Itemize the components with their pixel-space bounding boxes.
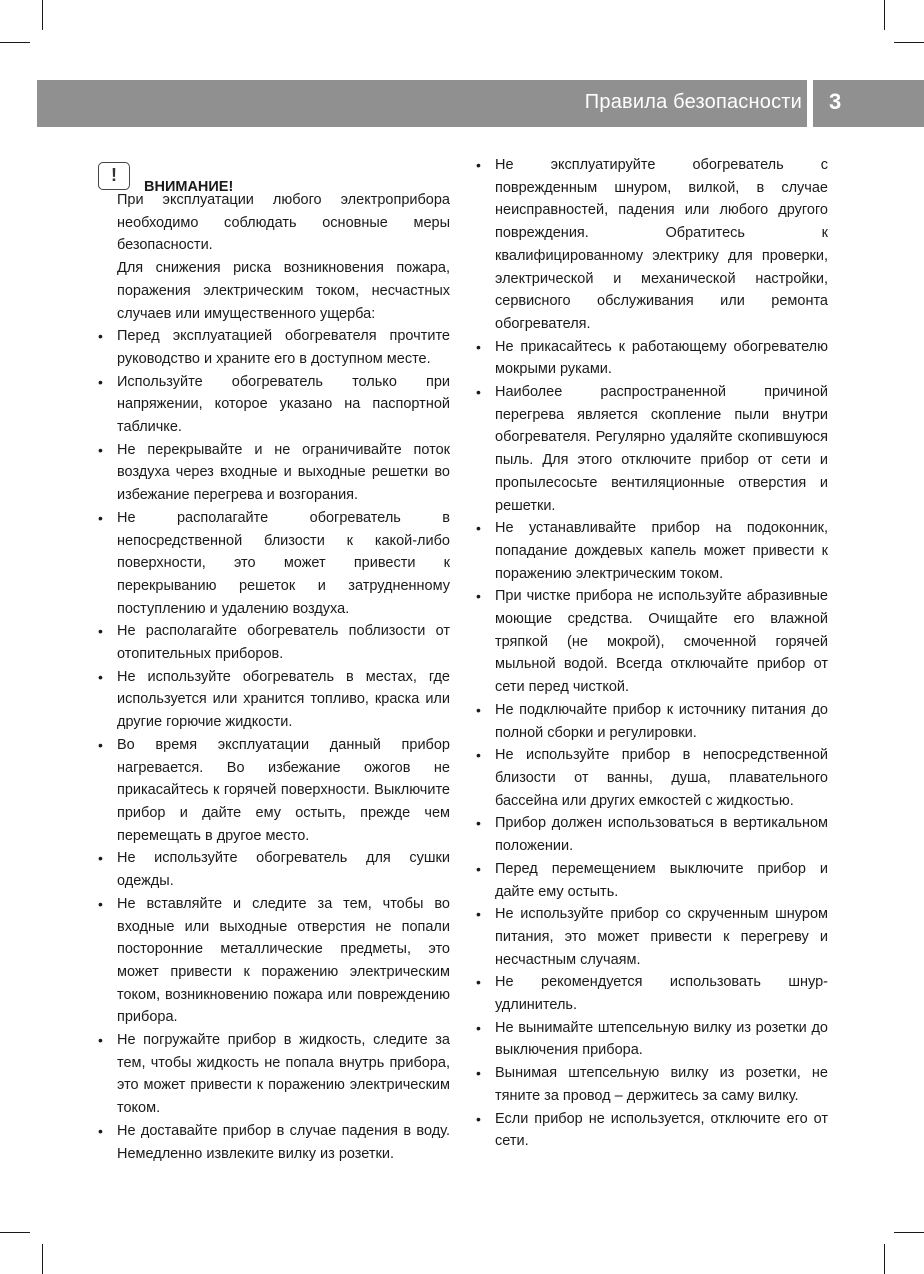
list-item: • Если прибор не используется, отключите его от сети.: [474, 1108, 828, 1153]
warning-intro: При эксплуатации любого электроприбора необходимо соблюдать основные меры безопасности.: [117, 192, 450, 254]
list-item: • Не располагайте обогреватель в непосредственной близости к какой-либо поверхности, это может привести к перекрыванию решеток и затрудненному поступлению и удалению воздуха.: [96, 507, 450, 621]
left-column: [96, 154, 450, 1165]
safety-list-right: [474, 154, 828, 1153]
list-item: • Используйте обогреватель только при напряжении, которое указано на паспортной табличке.: [96, 371, 450, 439]
crop-mark: [894, 42, 924, 43]
warning-intro: Для снижения риска возникновения пожара, поражения электрическим током, несчастных случаев или имущественного ущерба:: [117, 260, 450, 322]
crop-mark: [884, 1244, 885, 1274]
right-column: [474, 154, 828, 1153]
list-item: • Не располагайте обогреватель поблизости от отопительных приборов.: [96, 620, 450, 665]
list-item: • Перед эксплуатацией обогревателя прочтите руководство и храните его в доступном месте.: [96, 325, 450, 370]
list-item: • Не используйте обогреватель в местах, где используется или хранится топливо, краска или другие горючие жидкости.: [96, 666, 450, 734]
list-item: • Не используйте прибор со скрученным шнуром питания, это может привести к перегреву и несчастным случаям.: [474, 903, 828, 971]
header-divider: [807, 80, 813, 127]
crop-mark: [884, 0, 885, 30]
section-title: Правила безопасности: [584, 91, 802, 113]
section-header: [37, 80, 924, 127]
list-item: • Не подключайте прибор к источнику питания до полной сборки и регулировки.: [474, 699, 828, 744]
list-item: • Наиболее распространенной причиной перегрева является скопление пыли внутри обогревателя. Регулярно удаляйте скопившуюся пыль. Для этого отключите прибор от сети и пропылесосьте вентиляционные отверстия и решетки.: [474, 381, 828, 517]
warning-heading: [96, 154, 450, 195]
list-item: • При чистке прибора не используйте абразивные моющие средства. Очищайте его влажной тряпкой (не мокрой), смоченной горячей мыльной водой. Всегда отключайте прибор от сети перед чисткой.: [474, 585, 828, 699]
list-item: • Прибор должен использоваться в вертикальном положении.: [474, 812, 828, 857]
list-item: • Во время эксплуатации данный прибор нагревается. Во избежание ожогов не прикасайтесь к горячей поверхности. Выключите прибор и дайте ему остыть, прежде чем перемещать в другое место.: [96, 734, 450, 848]
list-item: • Перед перемещением выключите прибор и дайте ему остыть.: [474, 858, 828, 903]
crop-mark: [0, 1232, 30, 1233]
list-item: • Не рекомендуется использовать шнур-удлинитель.: [474, 971, 828, 1016]
crop-mark: [894, 1232, 924, 1233]
list-item: • Не прикасайтесь к работающему обогревателю мокрыми руками.: [474, 336, 828, 381]
list-item: • Не перекрывайте и не ограничивайте поток воздуха через входные и выходные решетки во избежание перегрева и возгорания.: [96, 439, 450, 507]
list-item: • Не устанавливайте прибор на подоконник, попадание дождевых капель может привести к поражению электрическим током.: [474, 517, 828, 585]
list-item: • Не погружайте прибор в жидкость, следите за тем, чтобы жидкость не попала внутрь прибора, это может привести к поражению электрическим током.: [96, 1029, 450, 1120]
list-item: • Не используйте прибор в непосредственной близости от ванны, душа, плавательного бассейна или других емкостей с жидкостью.: [474, 744, 828, 812]
list-item: • Не вынимайте штепсельную вилку из розетки до выключения прибора.: [474, 1017, 828, 1062]
warning-title: ВНИМАНИЕ!: [144, 179, 234, 195]
list-item: • Не эксплуатируйте обогреватель с поврежденным шнуром, вилкой, в случае неисправностей, падения или любого другого повреждения. Обратитесь к квалифицированному электрику для проверки, электрической и механической настройки, сервисного обслуживания или ремонта обогревателя.: [474, 154, 828, 336]
exclamation-icon: !: [98, 162, 130, 190]
crop-mark: [42, 0, 43, 30]
list-item: • Вынимая штепсельную вилку из розетки, не тяните за провод – держитесь за саму вилку.: [474, 1062, 828, 1107]
page-number: 3: [829, 89, 842, 114]
crop-mark: [0, 42, 30, 43]
safety-list-left: [96, 325, 450, 1165]
list-item: • Не доставайте прибор в случае падения в воду. Немедленно извлеките вилку из розетки.: [96, 1120, 450, 1165]
list-item: • Не используйте обогреватель для сушки одежды.: [96, 847, 450, 892]
crop-mark: [42, 1244, 43, 1274]
list-item: • Не вставляйте и следите за тем, чтобы во входные или выходные отверстия не попали посторонние металлические предметы, это может привести к поражению электрическим током, возникновению пожара или повреждению прибора.: [96, 893, 450, 1029]
